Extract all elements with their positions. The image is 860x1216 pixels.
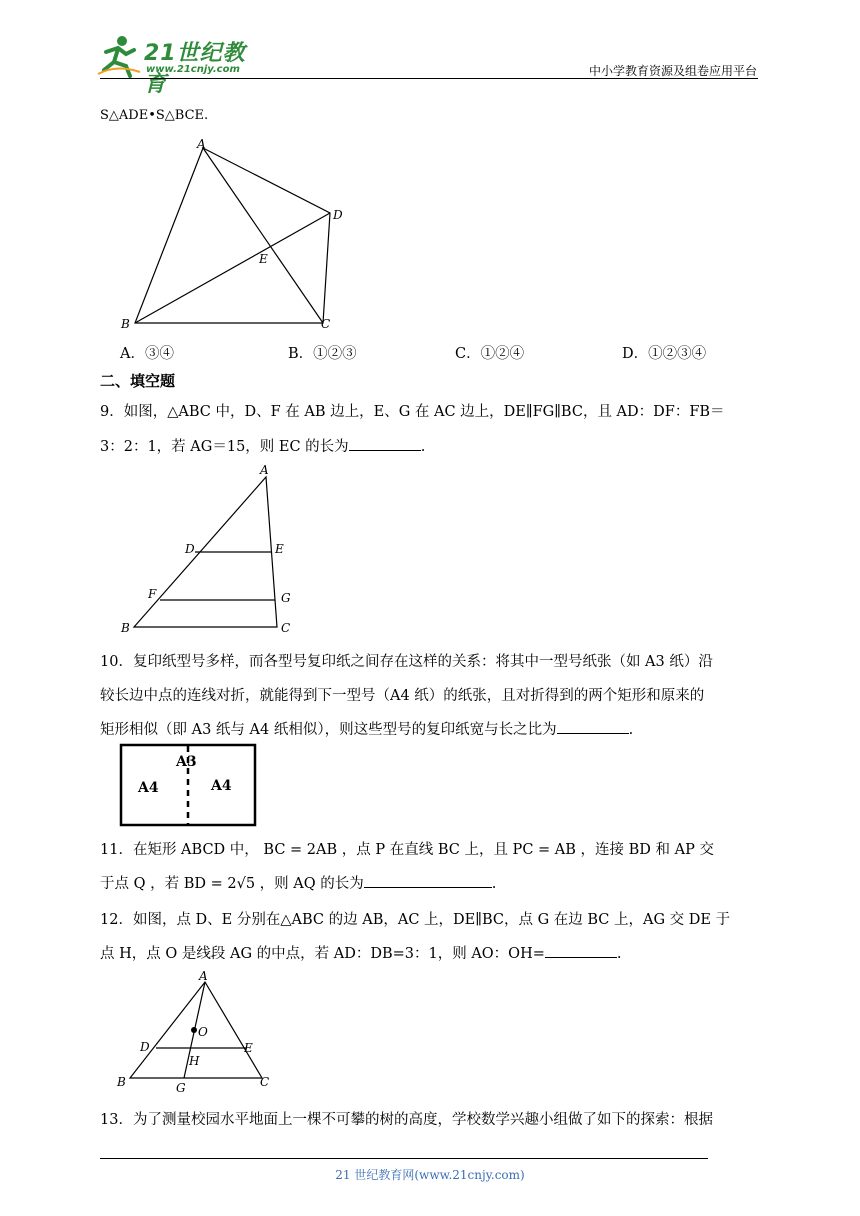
q8-choice-a[interactable]: A．③④ — [120, 346, 174, 362]
q8-label-e: E — [259, 252, 268, 266]
q8-label-a: A — [197, 137, 206, 151]
q13-line-1: 13．为了测量校园水平地面上一棵不可攀的树的高度，学校数学兴趣小组做了如下的探索：根据 — [100, 1112, 713, 1128]
logo-text: 21世纪教育 — [144, 41, 246, 97]
q12-line-2-end: . — [616, 946, 622, 962]
footer-link[interactable]: 21 世纪教育网(www.21cnjy.com) — [335, 1168, 525, 1182]
q10-line-3-text: 矩形相似（即 A3 纸与 A4 纸相似），则这些型号的复印纸宽与长之比为 — [100, 722, 557, 738]
q9-line-2-end: . — [420, 439, 426, 455]
q9-label-e: E — [275, 542, 284, 556]
q8-figure — [115, 135, 345, 335]
q8-choice-b[interactable]: B．①②③ — [288, 346, 357, 362]
header-divider — [100, 78, 758, 79]
q8-choice-d[interactable]: D．①②③④ — [622, 346, 707, 362]
q8-label-d: D — [333, 208, 343, 222]
q9-line-1: 9．如图，△ABC 中，D、F 在 AB 边上，E、G 在 AC 边上，DE∥FG∥BC，且 AD：DF：FB＝ — [100, 404, 725, 420]
q11-line-1: 11．在矩形 ABCD 中， BC = 2AB ，点 P 在直线 BC 上，且 PC = AB ，连接 BD 和 AP 交 — [100, 842, 714, 858]
q9-line-2 — [100, 435, 425, 456]
q12-label-a: A — [199, 969, 208, 983]
q9-label-f: F — [148, 587, 157, 601]
runner-logo-icon — [96, 34, 142, 78]
q9-line-2-text: 3：2：1，若 AG＝15，则 EC 的长为 — [100, 439, 349, 455]
q12-line-1: 12．如图，点 D、E 分别在△ABC 的边 AB，AC 上，DE∥BC，点 G 在边 BC 上，AG 交 DE 于 — [100, 912, 731, 928]
q8-label-c: C — [321, 317, 331, 331]
q12-label-g: G — [176, 1081, 186, 1094]
q9-label-d: D — [185, 542, 195, 556]
q10-line-3 — [100, 718, 633, 739]
q12-answer-blank[interactable] — [545, 943, 617, 958]
q12-label-b: B — [117, 1075, 126, 1089]
q11-line-2-text: 于点 Q ，若 BD = 2√5 ，则 AQ 的长为 — [100, 876, 364, 892]
q10-label-a3: A3 — [176, 754, 197, 770]
q11-line-2 — [100, 872, 496, 893]
footer-divider — [100, 1158, 708, 1159]
q8-tail-text: S△ADE•S△BCE. — [100, 108, 209, 123]
q10-line-2: 较长边中点的连线对折，就能得到下一型号（A4 纸）的纸张，且对折得到的两个矩形和原来的 — [100, 688, 705, 704]
q9-label-g: G — [281, 591, 291, 605]
q12-label-d: D — [140, 1040, 150, 1054]
header-platform-name: 中小学教育资源及组卷应用平台 — [588, 64, 757, 78]
q10-line-3-end: . — [628, 722, 634, 738]
section-title: 二、填空题 — [100, 372, 176, 390]
q9-label-c: C — [281, 621, 291, 635]
q9-figure — [115, 460, 305, 638]
q12-line-2 — [100, 942, 621, 963]
q9-label-a: A — [260, 463, 269, 477]
q12-line-2-text: 点 H，点 O 是线段 AG 的中点，若 AD：DB=3：1，则 AO：OH= — [100, 946, 545, 962]
q9-label-b: B — [121, 621, 130, 635]
q12-label-h: H — [189, 1054, 200, 1068]
q9-answer-blank[interactable] — [349, 436, 421, 451]
q10-label-a4-left: A4 — [138, 780, 159, 796]
q11-answer-blank[interactable] — [364, 873, 492, 888]
site-logo — [96, 34, 256, 97]
q12-label-c: C — [260, 1075, 270, 1089]
q8-label-b: B — [121, 317, 130, 331]
q12-figure — [112, 966, 282, 1094]
logo-url: www.21cnjy.com — [146, 64, 240, 75]
q11-line-2-end: . — [491, 876, 497, 892]
q10-line-1: 10．复印纸型号多样，而各型号复印纸之间存在这样的关系：将其中一型号纸张（如 A3 纸）沿 — [100, 654, 713, 670]
q10-label-a4-right: A4 — [211, 778, 232, 794]
q12-label-e: E — [244, 1041, 253, 1055]
q10-answer-blank[interactable] — [557, 719, 629, 734]
q10-figure — [118, 742, 258, 828]
q8-choice-c[interactable]: C．①②④ — [455, 346, 525, 362]
q12-label-o: O — [198, 1025, 208, 1039]
